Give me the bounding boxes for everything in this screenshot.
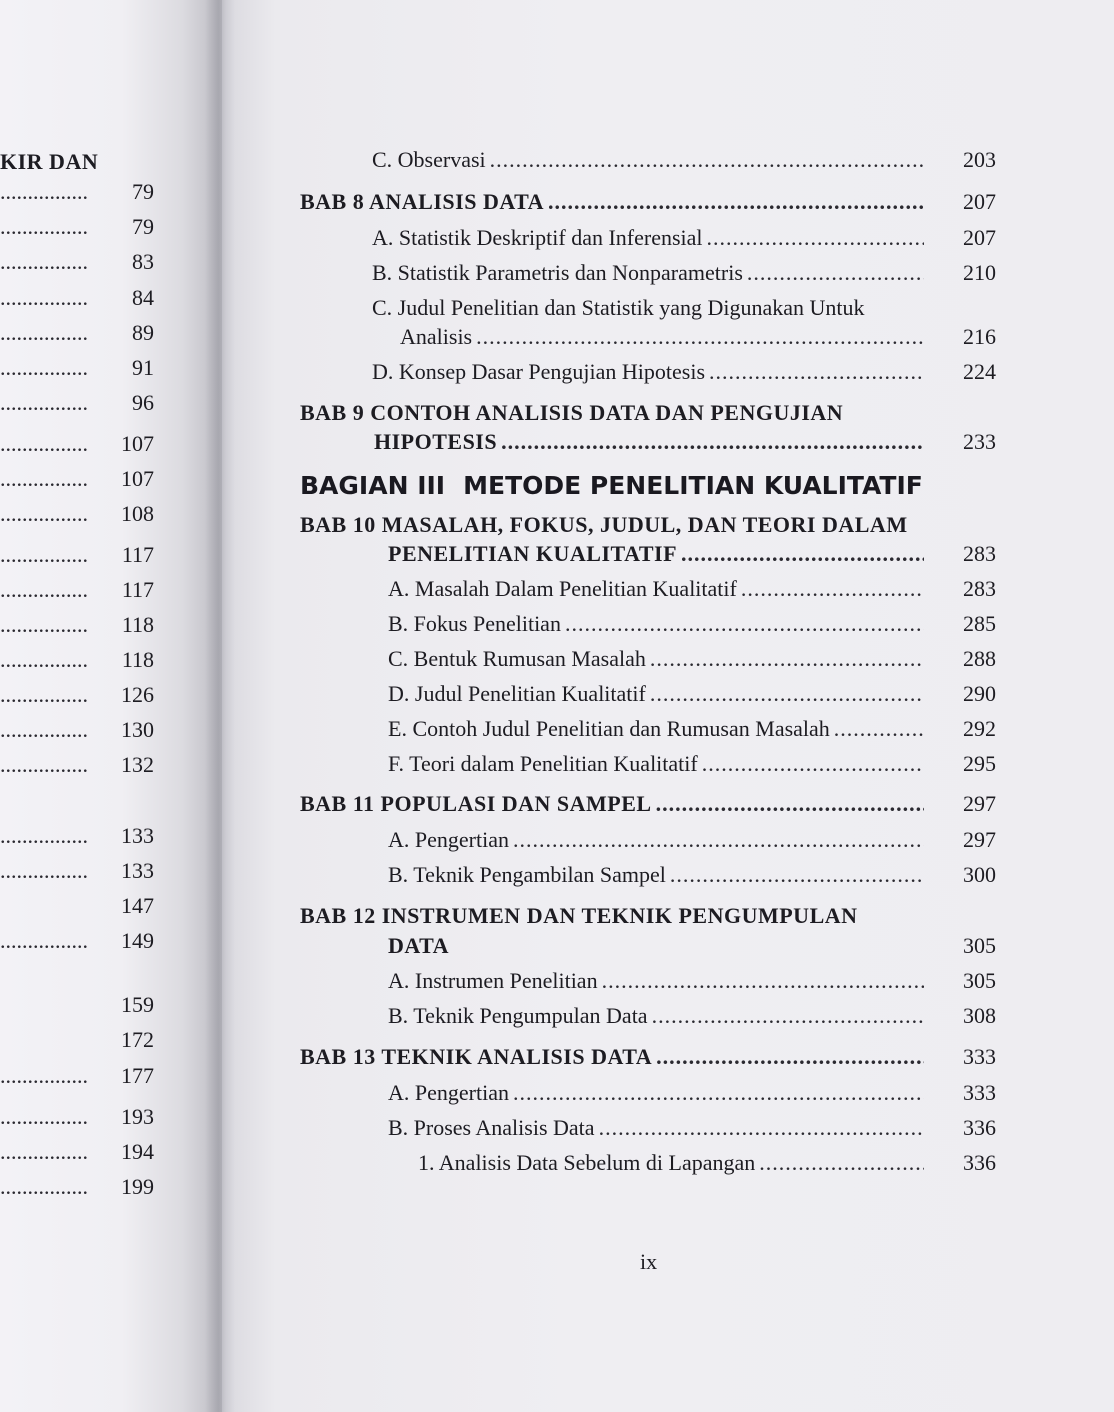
toc-entry: E. Contoh Judul Penelitian dan Rumusan Masalah ..... (388, 715, 928, 743)
toc-chapter-line1: BAB 10 MASALAH, FOKUS, JUDUL, DAN TEORI DALAM (300, 512, 908, 537)
toc-chapter-continuation: HIPOTESIS ..... (374, 428, 928, 456)
toc-entry: B. Proses Analisis Data ..... (388, 1114, 928, 1142)
toc-page-number: 305 (963, 968, 996, 993)
toc-entry: A. Statistik Deskriptif dan Inferensial ..... (372, 224, 928, 252)
toc-page-number: 207 (963, 189, 996, 214)
toc-entry: B. Teknik Pengumpulan Data ..... (388, 1002, 928, 1030)
toc-entry: A. Pengertian ..... (388, 1079, 928, 1107)
toc-entry: A. Instrumen Penelitian ..... (388, 967, 928, 995)
toc-page-number: 336 (963, 1115, 996, 1140)
toc-page-number: 300 (963, 862, 996, 887)
toc-entry: C. Observasi ..... (372, 146, 928, 174)
toc-page-number: 297 (963, 791, 996, 816)
toc-chapter-line1: BAB 9 CONTOH ANALISIS DATA DAN PENGUJIAN (300, 400, 844, 425)
toc-entry: B. Statistik Parametris dan Nonparametris ..... (372, 259, 928, 287)
toc-page-number: 283 (963, 576, 996, 601)
toc-page-number: 297 (963, 827, 996, 852)
toc-entry: B. Teknik Pengambilan Sampel ..... (388, 861, 928, 889)
toc-page-number: 210 (963, 260, 996, 285)
toc-entry-continuation: Analisis ..... (400, 323, 928, 351)
left-heading: KIR DAN (0, 149, 99, 174)
toc-page-number: 224 (963, 359, 996, 384)
toc-chapter-continuation: DATA (388, 933, 450, 958)
book-spine (205, 0, 235, 1412)
page-number: ix (640, 1249, 658, 1274)
toc-entry: 1. Analisis Data Sebelum di Lapangan ..... (418, 1149, 928, 1177)
toc-page-number: 292 (963, 716, 996, 741)
toc-page-number: 333 (963, 1080, 996, 1105)
toc-chapter: BAB 11 POPULASI DAN SAMPEL ..... (300, 790, 928, 818)
toc-chapter: BAB 13 TEKNIK ANALISIS DATA ..... (300, 1043, 928, 1071)
toc-page-number: 285 (963, 611, 996, 636)
toc-page-number: 336 (963, 1150, 996, 1175)
left-page: KIR DAN ..... 79 ..... 79 ..... 83 ..... 84 ..... 89 ..... 91 ..... 96 ..... 107 ..... 107 ..... 108 ..... 117 ..... 117 ..... 118 ..... 118 ..... 126 ..... 130 ..... 132 ..... 133 ..... 133 147 ..... 149 159 172 ..... 177 ..... 193 ..... 194 ..... 199 (0, 0, 222, 1412)
toc-entry: D. Judul Penelitian Kualitatif ..... (388, 680, 928, 708)
toc-entry: C. Bentuk Rumusan Masalah ..... (388, 645, 928, 673)
toc-page-number: 207 (963, 225, 996, 250)
toc-page-number: 216 (963, 324, 996, 349)
toc-page-number: 283 (963, 541, 996, 566)
toc-page-number: 290 (963, 681, 996, 706)
toc-page-number: 233 (963, 429, 996, 454)
toc-page-number: 203 (963, 147, 996, 172)
toc-entry: B. Fokus Penelitian ..... (388, 610, 928, 638)
toc-entry-line1: C. Judul Penelitian dan Statistik yang Digunakan Untuk (372, 295, 865, 320)
toc-entry: D. Konsep Dasar Pengujian Hipotesis ..... (372, 358, 928, 386)
toc-page-number: 288 (963, 646, 996, 671)
toc-page-number: 308 (963, 1003, 996, 1028)
part-title: METODE PENELITIAN KUALITATIF (463, 471, 923, 500)
toc-chapter-continuation: PENELITIAN KUALITATIF ..... (388, 540, 928, 568)
toc-chapter-line1: BAB 12 INSTRUMEN DAN TEKNIK PENGUMPULAN (300, 903, 858, 928)
toc-page-number: 295 (963, 751, 996, 776)
toc-chapter: BAB 8 ANALISIS DATA ..... (300, 188, 928, 216)
toc-entry: F. Teori dalam Penelitian Kualitatif ..... (388, 750, 928, 778)
part-heading (300, 470, 923, 502)
toc-page-number: 305 (963, 933, 996, 958)
toc-entry: A. Pengertian ..... (388, 826, 928, 854)
toc-page-number: 333 (963, 1044, 996, 1069)
part-number: BAGIAN III (300, 471, 446, 500)
toc-entry: A. Masalah Dalam Penelitian Kualitatif ..... (388, 575, 928, 603)
